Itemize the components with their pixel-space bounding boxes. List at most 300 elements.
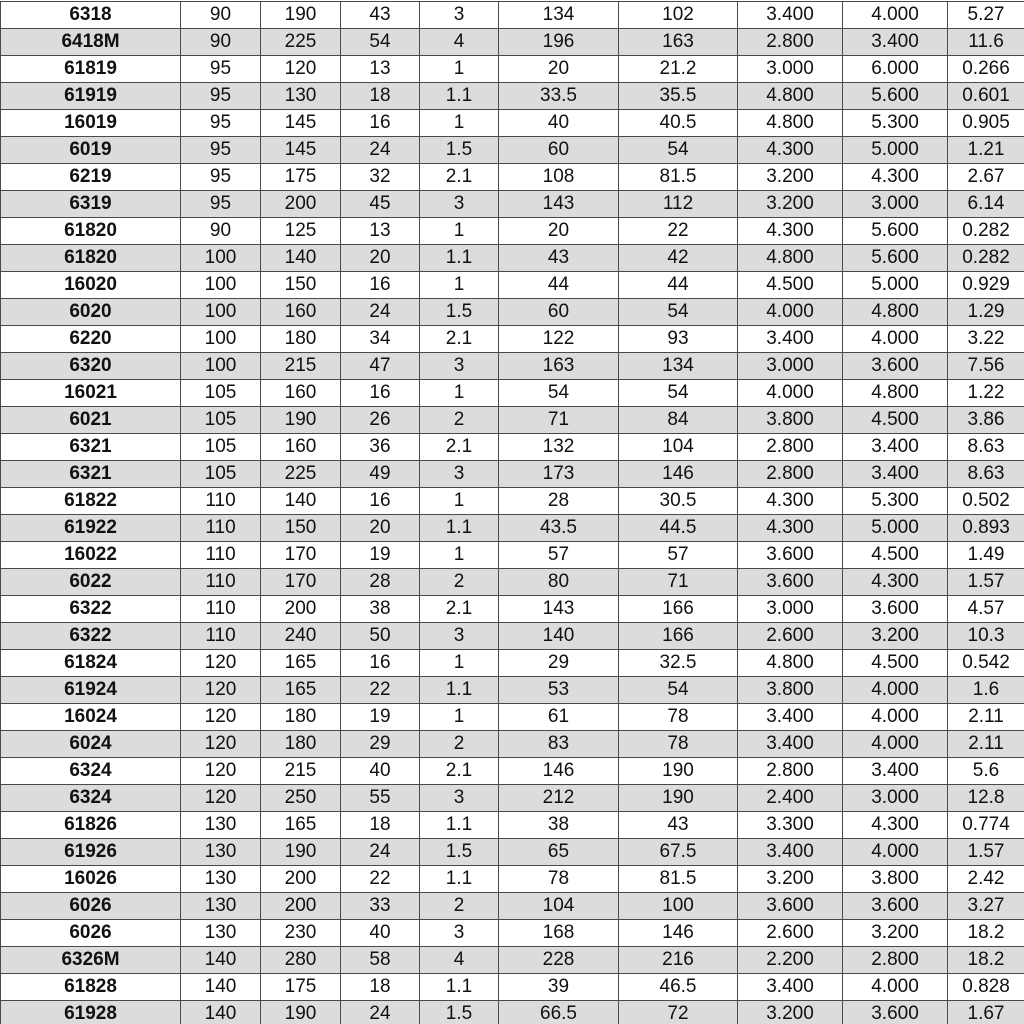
weight-cell: 0.266 <box>948 56 1024 83</box>
static-load-cell: 216 <box>619 947 738 974</box>
table-row <box>1 218 1024 245</box>
grease-speed-cell: 3.400 <box>738 326 843 353</box>
model-cell: 6418M <box>1 29 181 56</box>
bore-cell: 120 <box>181 731 261 758</box>
bore-cell: 100 <box>181 272 261 299</box>
weight-cell: 0.774 <box>948 812 1024 839</box>
model-cell: 6320 <box>1 353 181 380</box>
table-row <box>1 164 1024 191</box>
bore-cell: 110 <box>181 596 261 623</box>
bore-cell: 100 <box>181 353 261 380</box>
dynamic-load-cell: 43 <box>499 245 619 272</box>
bore-cell: 110 <box>181 623 261 650</box>
model-cell: 61819 <box>1 56 181 83</box>
grease-speed-cell: 3.200 <box>738 1001 843 1024</box>
dynamic-load-cell: 54 <box>499 380 619 407</box>
oil-speed-cell: 3.000 <box>843 191 948 218</box>
outer-diameter-cell: 170 <box>261 542 341 569</box>
outer-diameter-cell: 130 <box>261 83 341 110</box>
outer-diameter-cell: 140 <box>261 488 341 515</box>
model-cell: 6319 <box>1 191 181 218</box>
grease-speed-cell: 3.600 <box>738 569 843 596</box>
model-cell: 6324 <box>1 785 181 812</box>
grease-speed-cell: 2.600 <box>738 920 843 947</box>
model-cell: 61822 <box>1 488 181 515</box>
oil-speed-cell: 5.600 <box>843 218 948 245</box>
chamfer-cell: 1.1 <box>420 866 499 893</box>
weight-cell: 2.11 <box>948 731 1024 758</box>
static-load-cell: 32.5 <box>619 650 738 677</box>
bore-cell: 140 <box>181 947 261 974</box>
width-cell: 50 <box>341 623 420 650</box>
outer-diameter-cell: 225 <box>261 461 341 488</box>
dynamic-load-cell: 122 <box>499 326 619 353</box>
width-cell: 16 <box>341 488 420 515</box>
width-cell: 55 <box>341 785 420 812</box>
weight-cell: 8.63 <box>948 434 1024 461</box>
table-row <box>1 1001 1024 1024</box>
static-load-cell: 93 <box>619 326 738 353</box>
bore-cell: 90 <box>181 218 261 245</box>
weight-cell: 18.2 <box>948 920 1024 947</box>
width-cell: 18 <box>341 974 420 1001</box>
outer-diameter-cell: 190 <box>261 2 341 29</box>
model-cell: 61922 <box>1 515 181 542</box>
weight-cell: 8.63 <box>948 461 1024 488</box>
static-load-cell: 190 <box>619 785 738 812</box>
outer-diameter-cell: 215 <box>261 758 341 785</box>
bore-cell: 100 <box>181 245 261 272</box>
table-row <box>1 677 1024 704</box>
weight-cell: 6.14 <box>948 191 1024 218</box>
static-load-cell: 42 <box>619 245 738 272</box>
weight-cell: 0.282 <box>948 245 1024 272</box>
table-row <box>1 326 1024 353</box>
dynamic-load-cell: 38 <box>499 812 619 839</box>
static-load-cell: 44 <box>619 272 738 299</box>
grease-speed-cell: 2.200 <box>738 947 843 974</box>
oil-speed-cell: 4.300 <box>843 164 948 191</box>
model-cell: 6020 <box>1 299 181 326</box>
grease-speed-cell: 3.200 <box>738 191 843 218</box>
static-load-cell: 146 <box>619 461 738 488</box>
weight-cell: 3.86 <box>948 407 1024 434</box>
dynamic-load-cell: 104 <box>499 893 619 920</box>
oil-speed-cell: 5.600 <box>843 83 948 110</box>
weight-cell: 0.905 <box>948 110 1024 137</box>
dynamic-load-cell: 143 <box>499 191 619 218</box>
static-load-cell: 102 <box>619 2 738 29</box>
oil-speed-cell: 3.400 <box>843 434 948 461</box>
weight-cell: 0.542 <box>948 650 1024 677</box>
table-row <box>1 29 1024 56</box>
bore-cell: 130 <box>181 839 261 866</box>
dynamic-load-cell: 140 <box>499 623 619 650</box>
bore-cell: 105 <box>181 461 261 488</box>
bore-cell: 100 <box>181 326 261 353</box>
dynamic-load-cell: 83 <box>499 731 619 758</box>
width-cell: 28 <box>341 569 420 596</box>
weight-cell: 1.21 <box>948 137 1024 164</box>
weight-cell: 1.67 <box>948 1001 1024 1024</box>
outer-diameter-cell: 160 <box>261 299 341 326</box>
grease-speed-cell: 3.000 <box>738 596 843 623</box>
weight-cell: 3.22 <box>948 326 1024 353</box>
grease-speed-cell: 2.800 <box>738 461 843 488</box>
outer-diameter-cell: 200 <box>261 866 341 893</box>
dynamic-load-cell: 108 <box>499 164 619 191</box>
bearing-spec-table <box>0 1 1024 1024</box>
grease-speed-cell: 3.000 <box>738 56 843 83</box>
dynamic-load-cell: 44 <box>499 272 619 299</box>
chamfer-cell: 1.5 <box>420 1001 499 1024</box>
model-cell: 6026 <box>1 920 181 947</box>
static-load-cell: 67.5 <box>619 839 738 866</box>
chamfer-cell: 3 <box>420 920 499 947</box>
weight-cell: 0.502 <box>948 488 1024 515</box>
width-cell: 16 <box>341 380 420 407</box>
oil-speed-cell: 4.000 <box>843 731 948 758</box>
width-cell: 24 <box>341 839 420 866</box>
dynamic-load-cell: 196 <box>499 29 619 56</box>
table-row <box>1 947 1024 974</box>
grease-speed-cell: 4.300 <box>738 137 843 164</box>
model-cell: 6022 <box>1 569 181 596</box>
outer-diameter-cell: 200 <box>261 596 341 623</box>
model-cell: 61828 <box>1 974 181 1001</box>
grease-speed-cell: 3.000 <box>738 353 843 380</box>
table-row <box>1 407 1024 434</box>
static-load-cell: 71 <box>619 569 738 596</box>
model-cell: 61824 <box>1 650 181 677</box>
weight-cell: 4.57 <box>948 596 1024 623</box>
model-cell: 6021 <box>1 407 181 434</box>
grease-speed-cell: 3.400 <box>738 974 843 1001</box>
model-cell: 61826 <box>1 812 181 839</box>
grease-speed-cell: 4.300 <box>738 515 843 542</box>
table-row <box>1 731 1024 758</box>
static-load-cell: 134 <box>619 353 738 380</box>
weight-cell: 1.57 <box>948 569 1024 596</box>
table-row <box>1 812 1024 839</box>
outer-diameter-cell: 200 <box>261 893 341 920</box>
bore-cell: 90 <box>181 2 261 29</box>
table-row <box>1 623 1024 650</box>
bore-cell: 105 <box>181 380 261 407</box>
model-cell: 61820 <box>1 245 181 272</box>
width-cell: 20 <box>341 245 420 272</box>
table-row <box>1 515 1024 542</box>
model-cell: 6318 <box>1 2 181 29</box>
dynamic-load-cell: 66.5 <box>499 1001 619 1024</box>
bore-cell: 120 <box>181 704 261 731</box>
bore-cell: 110 <box>181 542 261 569</box>
oil-speed-cell: 3.000 <box>843 785 948 812</box>
grease-speed-cell: 2.800 <box>738 758 843 785</box>
static-load-cell: 81.5 <box>619 164 738 191</box>
model-cell: 61926 <box>1 839 181 866</box>
outer-diameter-cell: 190 <box>261 407 341 434</box>
table-row <box>1 488 1024 515</box>
oil-speed-cell: 3.600 <box>843 353 948 380</box>
grease-speed-cell: 3.400 <box>738 704 843 731</box>
outer-diameter-cell: 180 <box>261 731 341 758</box>
width-cell: 24 <box>341 299 420 326</box>
bore-cell: 95 <box>181 83 261 110</box>
chamfer-cell: 2 <box>420 731 499 758</box>
width-cell: 24 <box>341 1001 420 1024</box>
dynamic-load-cell: 71 <box>499 407 619 434</box>
oil-speed-cell: 5.300 <box>843 110 948 137</box>
static-load-cell: 72 <box>619 1001 738 1024</box>
table-row <box>1 380 1024 407</box>
table-row <box>1 866 1024 893</box>
weight-cell: 2.67 <box>948 164 1024 191</box>
width-cell: 19 <box>341 704 420 731</box>
bore-cell: 95 <box>181 137 261 164</box>
chamfer-cell: 1 <box>420 380 499 407</box>
chamfer-cell: 1.1 <box>420 83 499 110</box>
oil-speed-cell: 3.600 <box>843 596 948 623</box>
bore-cell: 100 <box>181 299 261 326</box>
table-row <box>1 245 1024 272</box>
outer-diameter-cell: 190 <box>261 839 341 866</box>
model-cell: 16024 <box>1 704 181 731</box>
dynamic-load-cell: 28 <box>499 488 619 515</box>
outer-diameter-cell: 160 <box>261 434 341 461</box>
chamfer-cell: 1.1 <box>420 515 499 542</box>
chamfer-cell: 1.1 <box>420 677 499 704</box>
chamfer-cell: 1 <box>420 542 499 569</box>
chamfer-cell: 1.1 <box>420 812 499 839</box>
outer-diameter-cell: 165 <box>261 650 341 677</box>
table-row <box>1 920 1024 947</box>
model-cell: 16022 <box>1 542 181 569</box>
dynamic-load-cell: 20 <box>499 218 619 245</box>
weight-cell: 0.282 <box>948 218 1024 245</box>
table-row <box>1 650 1024 677</box>
table-row <box>1 596 1024 623</box>
bore-cell: 110 <box>181 569 261 596</box>
chamfer-cell: 4 <box>420 29 499 56</box>
chamfer-cell: 2 <box>420 407 499 434</box>
chamfer-cell: 1 <box>420 650 499 677</box>
chamfer-cell: 2 <box>420 893 499 920</box>
oil-speed-cell: 3.800 <box>843 866 948 893</box>
weight-cell: 1.57 <box>948 839 1024 866</box>
static-load-cell: 30.5 <box>619 488 738 515</box>
static-load-cell: 104 <box>619 434 738 461</box>
oil-speed-cell: 4.000 <box>843 326 948 353</box>
width-cell: 18 <box>341 83 420 110</box>
oil-speed-cell: 3.200 <box>843 920 948 947</box>
dynamic-load-cell: 212 <box>499 785 619 812</box>
table-row <box>1 191 1024 218</box>
model-cell: 61924 <box>1 677 181 704</box>
grease-speed-cell: 3.600 <box>738 542 843 569</box>
chamfer-cell: 2.1 <box>420 758 499 785</box>
static-load-cell: 163 <box>619 29 738 56</box>
chamfer-cell: 1 <box>420 704 499 731</box>
width-cell: 16 <box>341 272 420 299</box>
outer-diameter-cell: 160 <box>261 380 341 407</box>
model-cell: 6321 <box>1 461 181 488</box>
bore-cell: 120 <box>181 785 261 812</box>
outer-diameter-cell: 145 <box>261 110 341 137</box>
bore-cell: 95 <box>181 164 261 191</box>
width-cell: 40 <box>341 920 420 947</box>
chamfer-cell: 1 <box>420 272 499 299</box>
oil-speed-cell: 4.800 <box>843 299 948 326</box>
dynamic-load-cell: 228 <box>499 947 619 974</box>
width-cell: 29 <box>341 731 420 758</box>
oil-speed-cell: 5.000 <box>843 137 948 164</box>
dynamic-load-cell: 39 <box>499 974 619 1001</box>
dynamic-load-cell: 173 <box>499 461 619 488</box>
bore-cell: 140 <box>181 1001 261 1024</box>
weight-cell: 11.6 <box>948 29 1024 56</box>
weight-cell: 7.56 <box>948 353 1024 380</box>
width-cell: 58 <box>341 947 420 974</box>
grease-speed-cell: 3.200 <box>738 866 843 893</box>
outer-diameter-cell: 165 <box>261 677 341 704</box>
static-load-cell: 190 <box>619 758 738 785</box>
oil-speed-cell: 4.000 <box>843 677 948 704</box>
grease-speed-cell: 4.800 <box>738 245 843 272</box>
oil-speed-cell: 3.400 <box>843 461 948 488</box>
outer-diameter-cell: 175 <box>261 974 341 1001</box>
weight-cell: 0.601 <box>948 83 1024 110</box>
model-cell: 6326M <box>1 947 181 974</box>
bore-cell: 95 <box>181 56 261 83</box>
grease-speed-cell: 3.400 <box>738 839 843 866</box>
width-cell: 20 <box>341 515 420 542</box>
model-cell: 6019 <box>1 137 181 164</box>
oil-speed-cell: 3.600 <box>843 1001 948 1024</box>
table-row <box>1 542 1024 569</box>
grease-speed-cell: 4.800 <box>738 83 843 110</box>
static-load-cell: 54 <box>619 299 738 326</box>
oil-speed-cell: 4.000 <box>843 974 948 1001</box>
outer-diameter-cell: 200 <box>261 191 341 218</box>
table-row <box>1 839 1024 866</box>
table-row <box>1 137 1024 164</box>
chamfer-cell: 1 <box>420 488 499 515</box>
static-load-cell: 78 <box>619 704 738 731</box>
dynamic-load-cell: 61 <box>499 704 619 731</box>
grease-speed-cell: 4.500 <box>738 272 843 299</box>
outer-diameter-cell: 125 <box>261 218 341 245</box>
table-row <box>1 434 1024 461</box>
width-cell: 13 <box>341 218 420 245</box>
oil-speed-cell: 5.300 <box>843 488 948 515</box>
chamfer-cell: 1.1 <box>420 245 499 272</box>
bore-cell: 130 <box>181 866 261 893</box>
weight-cell: 0.929 <box>948 272 1024 299</box>
oil-speed-cell: 3.600 <box>843 893 948 920</box>
model-cell: 6220 <box>1 326 181 353</box>
bore-cell: 95 <box>181 191 261 218</box>
chamfer-cell: 1 <box>420 56 499 83</box>
table-row <box>1 83 1024 110</box>
oil-speed-cell: 4.300 <box>843 812 948 839</box>
oil-speed-cell: 3.400 <box>843 29 948 56</box>
oil-speed-cell: 4.500 <box>843 407 948 434</box>
table-row <box>1 974 1024 1001</box>
outer-diameter-cell: 225 <box>261 29 341 56</box>
dynamic-load-cell: 33.5 <box>499 83 619 110</box>
model-cell: 16019 <box>1 110 181 137</box>
bore-cell: 105 <box>181 434 261 461</box>
model-cell: 6322 <box>1 623 181 650</box>
width-cell: 49 <box>341 461 420 488</box>
static-load-cell: 78 <box>619 731 738 758</box>
width-cell: 38 <box>341 596 420 623</box>
oil-speed-cell: 5.000 <box>843 272 948 299</box>
outer-diameter-cell: 180 <box>261 326 341 353</box>
dynamic-load-cell: 132 <box>499 434 619 461</box>
weight-cell: 3.27 <box>948 893 1024 920</box>
dynamic-load-cell: 78 <box>499 866 619 893</box>
dynamic-load-cell: 60 <box>499 299 619 326</box>
outer-diameter-cell: 140 <box>261 245 341 272</box>
static-load-cell: 22 <box>619 218 738 245</box>
weight-cell: 18.2 <box>948 947 1024 974</box>
dynamic-load-cell: 65 <box>499 839 619 866</box>
weight-cell: 1.49 <box>948 542 1024 569</box>
width-cell: 47 <box>341 353 420 380</box>
static-load-cell: 166 <box>619 623 738 650</box>
width-cell: 40 <box>341 758 420 785</box>
bore-cell: 90 <box>181 29 261 56</box>
model-cell: 6024 <box>1 731 181 758</box>
oil-speed-cell: 5.600 <box>843 245 948 272</box>
static-load-cell: 57 <box>619 542 738 569</box>
outer-diameter-cell: 180 <box>261 704 341 731</box>
table-row <box>1 569 1024 596</box>
grease-speed-cell: 2.800 <box>738 434 843 461</box>
grease-speed-cell: 3.300 <box>738 812 843 839</box>
width-cell: 22 <box>341 866 420 893</box>
outer-diameter-cell: 230 <box>261 920 341 947</box>
weight-cell: 12.8 <box>948 785 1024 812</box>
table-row <box>1 893 1024 920</box>
static-load-cell: 81.5 <box>619 866 738 893</box>
oil-speed-cell: 4.500 <box>843 542 948 569</box>
model-cell: 61928 <box>1 1001 181 1024</box>
table-row <box>1 110 1024 137</box>
chamfer-cell: 2 <box>420 569 499 596</box>
static-load-cell: 21.2 <box>619 56 738 83</box>
width-cell: 36 <box>341 434 420 461</box>
dynamic-load-cell: 168 <box>499 920 619 947</box>
chamfer-cell: 4 <box>420 947 499 974</box>
static-load-cell: 54 <box>619 137 738 164</box>
table-row <box>1 785 1024 812</box>
chamfer-cell: 1.5 <box>420 299 499 326</box>
static-load-cell: 100 <box>619 893 738 920</box>
model-cell: 6219 <box>1 164 181 191</box>
static-load-cell: 112 <box>619 191 738 218</box>
chamfer-cell: 1 <box>420 218 499 245</box>
chamfer-cell: 3 <box>420 191 499 218</box>
grease-speed-cell: 4.300 <box>738 218 843 245</box>
table-row <box>1 704 1024 731</box>
bore-cell: 130 <box>181 920 261 947</box>
model-cell: 61919 <box>1 83 181 110</box>
dynamic-load-cell: 43.5 <box>499 515 619 542</box>
bore-cell: 140 <box>181 974 261 1001</box>
